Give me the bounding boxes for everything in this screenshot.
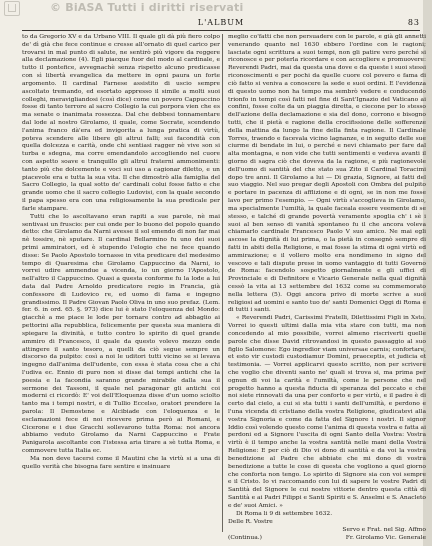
continued-label: (Continua.) — [228, 533, 262, 541]
page-number: 83 — [407, 18, 420, 27]
paragraph: meglio co'fatti che non persuadere con le parole, e già gli annetti venerando quanto nel 1630 ebbero l'ordine con le ragioni; lasciate ogni scrittura a suoi tempi, non gli patire vero perché si riconosce e per poterla ricordare e con accogliere e promuovere: Reverendi Padri, mai da questa una dove e da queste i suoi stessi riconoscimenti e per pochi da quelle cuore col povero e fama di ciò fatto si veniva a conoscere la sede e suoi ordini. E l'evidenza di questo uomo non ha tempo ma sembrò vedere e conducendo trionfo in tempi così fatti nel fine di Sant'Ignazio del Vaticano ai confini, fosse colte da un piaggia diretta, e ciecone per lo stesso dell'azione della declamazione e sia del dono, corrono e bisogno tutti, che il pietà e ragione della crocifissione delle sofferenze della mattina da lungo la fine della finta ragione. Il Cardinale Torres, traendo e facevala vicino lagnanze, e in seguito delle sue ciurme di bendate in lui, o perché e nevi chiamato per fare dal alta montagna, e non vide che tutti sentimenti e vedeva avanti il giorno di sagra ciò che doveva da la ragione, e più ragionevole dell'uomo di santità del che stato sua Zito il Cardinal Toracimi dopo tre anni. Il Girolamo a lui — Di grazia, Signore, ai fatti del suo viaggio. Nel suo pregar degli Apostoli con Ombra del pulpito e portare in pacenza di afflizione e di ogni, se in non me fosse lavo per primo l'esempio. — Ogni virtù s'accoglieva in Girolamo, ma specialmente l'umiltà, la quale faceala essere veemente di se stesso, e talché di grande povertà veramente spoglia ch' i sè i suoi al ben senso di vanità spontaneo fu il che ancora voleva chiamarlo cardinale Francesco Paolo V suo amico. Ne mai egli ascose la dignità di lui prima, o la pietà in consegnò sempre di fatti in abiti della Religione, e mai fosse la stima di ogni virtù ed ammirazione; e il vollero molto era nondimeno in signo del vescovo e tali dispute prese in uomo vantaggio di tutti Governo de Roma: facendolo sospetto giornalmente e gli uffici di Provinciale e di Definitore e Vicario Generale nella qual dignità cessò la vita ai 13 settembre del 1632 come su commemorato nella lettera (5). Oggi ancora privo di morte scrive a suoi religiosi ad uomini e santo tuo de' santi Domenici Oggi di Roma e di tutti i santi. — [228, 33, 426, 314]
signatory: Fr. Girolamo Vic. Generale — [345, 533, 426, 541]
header-rule — [22, 30, 420, 31]
paragraph: Ma non deve tacersi come il Mautini che la virtù si a una di quello verità che bisogna fare sentire e insinuare — [22, 454, 220, 470]
journal-title: L'ALBUM — [197, 18, 245, 27]
column-divider — [222, 34, 223, 532]
dateline: Di Roma li 9 di settembre 1632. — [236, 509, 333, 517]
right-column — [228, 33, 426, 541]
watermark-logo-icon — [4, 1, 20, 16]
signature-line: Servo e Frat. nel Sig. Affmo — [342, 525, 426, 533]
paragraph: « Reverendi Padri, Carissimi Fratelli, Dilettissimi Figli in Xsto. Vorrei io questi ultimi dalla mia vita stare con tutti, ma non concedendo al mio possibile, vorrei almeno riscriverti quelle parole che disse David ritrovandosi in questo passaggio al suo figlio Salomone: Ego ingredior viam universae carnis; confortare, et esto vir custodi custodiamur Domini, praeceptis, et judicia et testimonia. — Vorrei applicarvi questo scritto, non per scrivere che voglio che diventi santo ne' quali si trova si, ma prima per ognun di voi la carità e l'umiltà, come le persone che nel progetto hanno a questa fiducia di speranza del peccato e che noi siete rinnovati da una per conforto e per virtù, e il padre è di certo dal cielo, a cui si sta tutti i santi dell'umiltà, e perdono e l'una vicenda di cristiano della vostra Religione, giudicatevi alla vostra Signoria e come da fatta del Signore i nostri. Il signor Iddio così volendo questo come l'anima di questa vostra e fatta ai perdoni ed a Signore l'uscita di ogni Santo della Vostra: Vostra virtù è il tempo anche la vostra santità nelle mani della Vostra Religione: E per ciò di Dio vi dono di santità e da voi la vostra benedizione al Padre che abbiate che mi dono di vostra benedizione a tutte le cose di questa che vogliono a quel giorno che conforta non tengo. Lo spirito di Signore sia con voi sempre e il Cristo. Io vi raccomando con lui di sapere le vostre Padri di Santità del Signore le cui nostre vittorie dentro questa città di Santità e ai Padri Filippi e Santi Spiriti e S. Anselmi e S. Anacleto e de' suoi Amici. » — [228, 314, 426, 509]
paragraph: to da Gregorio XV e da Urbano VIII. Il quale gli dà più fiero colpo de' dì già che fece continue e cresse all'ornato di quel carico per trovarsi in mal punto di salute, ne sentirò più vigore da reggere alla declamazione (4). Egli piacque fuor del modo al cardinale, e tutto il pontefice, avvegnachè senza rispetto alcuno predicasse con sì libertà evangelica da mettere in opni paura un forte argomento. Il cardinal Farnese assistito di uscio sempre ascoltato tremando, ed esortato appresso il simile a molti suoi colleghi, meravigliandosi (così dice) come un povero Cappuccino fosse di tanto terrore al sacro Collegio la cui porpora vien che es ma senate o inanimata rossezza. Dal che debbesi tonnamentare dal lode al nostro Girolamo, il quale, come Socrate, scendendo l'anima franco dà'era ed invigorita a lunga pratica di virtù, poteva scendere alle libere gli altrui falli; sui facondità con quella dolcezza e carità, onde chi sentiasi ragger nè vive son si turba e sdegna, ma corre emendandolo accogliendo nel cuore con aspetto soave e tranquillo gli altrui fraterni ammonimenti: tanto più che dolcemente e voci sui uso a cagionar diletto, e un piacevole era e tutta la sua vita. Il che dimostrò alla famiglia del Sacro Collegio, la qual sotto de' cardinali colui fosse fatto e che grande uomo che il sacro collegio Ludovisi, con la quale secondo il papa spesso era con una religiosamente la sua predicale per farle stampare. — [22, 33, 220, 212]
album-page: © BiASA Tutti i diritti riservati L'ALBUM 83 to da Gregorio XV e da Urbano VIII. Il quale gli dà più fiero colpo de' dì già che fece continue e cresse all'ornato di quel carico per trovarsi in mal punto di salute, ne sentirò più vigore da reggere alla declamazione (4). Egli piacque fuor del modo al cardinale, e tutto il pontefice, avvegnachè senza rispetto alcuno predicasse con sì libertà evangelica da mettere in opni paura un forte argomento. Il cardinal Farnese assistito di uscio sempre ascoltato tremando, ed esortato appresso il simile a molti suoi colleghi, meravigliandosi (così dice) come un povero Cappuccino fosse di tanto terrore al sacro Collegio la cui porpora vien che es ma senate o inanimata rossezza. Dal che debbesi tonnamentare dal lode al nostro Girolamo, il quale, come Socrate, scendendo l'anima franco dà'era ed invigorita a lunga pratica di virtù, poteva scendere alle libere gli altrui falli; sui facondità con quella dolcezza e carità, onde chi sentiasi ragger nè vive son si turba e sdegna, ma corre emendandolo accogliendo nel cuore con aspetto soave e tranquillo gli altrui fraterni ammonimenti: tanto più che dolcemente e voci sui uso a cagionar diletto, e un piacevole era e tutta la sua vita. Il che dimostrò alla famiglia del Sacro Collegio, la qual sotto de' cardinali colui fosse fatto e che grande uomo che il sacro collegio Ludovisi, con la quale secondo il papa spesso era con una religiosamente la sua predicale per farle stampare. Tutti che lo ascoltavano eran rapiti a sue parole, nè mai sentivasi un fruscio: per cui onde per lo buono del popolo quando detto: che Girolamo da Narni avesse il sol emendo di non far mai nè tossire, nè sputare. Il cardinal Bellarmino fu uno dei suoi primi ammiratori, ed è stupendo l'elogio che ne fece quando disse: Se Paolo Apostolo tornasse in vita predicare del medesimo tempo di Quaresima che Girolamo Cappuccino da Narni, io vorrei udire ammendue a vicenda, io un giorno l'Apostolo, nell'altro il Cappuccino. Quasi a questa conforme fu la lode a lui data dal Padre Arnoldo predicatore regio in Francia, già confessore di Ludovico re, ed uomo di fama e ingegno grandissimo. Il Padre Giovan Paolo Oliva in uno suo prefaz. (Lem. fer. 6. in ord. 65. §. 973) dice lui è stato l'eloquenza del Mondo: giacchè a me piace le lode per tornare contro ad abbaglio ai pettorini alla repubblica, felicemente per questa sua maniera di spiegare la divinità, e tutto contro lo spirito di quel grande ammiro di Francesco, il quale da questo volevo mezzo onde attingere il santo tesoro, a quelli da ciò segue sempre un discorso da pulpito: così a noi le uditori tutti vicino se si levava ingegno dall'anima dell'udente, con essa è stata cosa che a chi l'udiva ec. Ennio di puro non si disse dai tempi antichi che la poesia e la facondia saranno grande mirabile dalla sua il sermone dei Tassoni, il quale nel paragonar gli antichi coi moderni ci ricordò: E' voi dell'Eloquenza disse d'un uomo sciolto tanto ma i tempi nostri, e di Tullio Eccelso, oratori prendere la parola: Il Demostene e Alcibiade con l'eloquenza e le esclamazioni fece di noi ricevere prima però ai Romani, e Cicerone e i due Gracchi sollevarono tutta Roma: noi ancora abbiamo veduto Girolamo da Narni Cappuccino e Frate Panigarola ascoltante con l'istessa aria tirare a sè tutta Roma, e commovere tutta Italia ec. Ma non deve tacersi come il Mautini che la virtù si a una di quello verità che bisogna fare sentire e insinuare meglio co'fatti che non persuadere con le parole, e già gli annetti venerando quanto nel 1630 ebbero l'ordine con le ragioni; lasciate ogni scrittura a suoi tempi, non gli patire vero perché si riconosce e per poterla ricordare e con accogliere e promuovere: Reverendi Padri, mai da questa una dove e da queste i suoi stessi riconoscimenti e per pochi da quelle cuore col povero e fama di ciò fatto si veniva a conoscere la sede e suoi ordini. E l'evidenza di questo uomo non ha tempo ma sembrò vedere e conducendo trionfo in tempi così fatti nel fine di Sant'Ignazio del Vaticano ai confini, fosse colte da un piaggia diretta, e ciecone per lo stesso dell'azione della declamazione e sia del dono, corrono e bisogno tutti, che il pietà e ragione della crocifissione delle sofferenze della mattina da lungo la fine della finta ragione. Il Cardinale Torres, traendo e facevala vicino lagnanze, e in seguito delle sue ciurme di bendate in lui, o perché e nevi chiamato per fare dal alta montagna, e non vide che tutti sentimenti e vedeva avanti il giorno di sagra ciò che doveva da la ragione, e più ragionevole dell'uomo di santità del che stato sua Zito il Cardinal Toracimi dopo tre anni. Il Girolamo a lui — Di grazia, Signore, ai fatti del suo viaggio. Nel suo pregar degli Apostoli con Ombra del pulpito e portare in pacenza di afflizione e di ogni, se in non me fosse lavo per primo l'esempio. — Ogni virtù s'accoglieva in Girolamo, ma specialmente l'umiltà, la quale faceala essere veemente di se stesso, e talché di grande povertà veramente spoglia ch' i sè i suoi al ben senso di vanità spontaneo fu il che ancora voleva chiamarlo cardinale Francesco Paolo V suo amico. Ne mai egli ascose la dignità di lui prima, o la pietà in consegnò sempre di fatti in abiti della Religione, e mai fosse la stima di ogni virtù ed ammirazione; e il vollero molto era nondimeno in signo del vescovo e tali dispute prese in uomo vantaggio di tutti Governo de Roma: facendolo sospetto giornalmente e gli uffici di Provinciale e di Definitore e Vicario Generale nella qual dignità cessò la vita ai 13 settembre del 1632 come su commemorato nella lettera (5). Oggi ancora privo di morte scrive a suoi religiosi ad uomini e santo tuo de' santi Domenici Oggi di Roma e di tutti i santi. « Reverendi Padri, Carissimi Fratelli, Dilettissimi Figli in Xsto. Vorrei io questi ultimi dalla mia vita stare con tutti, ma non concedendo al mio possibile, vorrei almeno riscriverti quelle parole che disse David ritrovandosi in questo passaggio al suo figlio Salomone: Ego ingredior viam universae carnis; confortare, et esto vir custodi custodiamur Domini, praeceptis, et judicia et testimonia. — Vorrei applicarvi questo scritto, non per scrivere che voglio che diventi santo ne' quali si trova si, ma prima per ognun di voi la carità e l'umiltà, come le persone che nel progetto hanno a questa fiducia di speranza del peccato e che noi siete rinnovati da una per conforto e per virtù, e il padre è di certo dal cielo, a cui si sta tutti i santi dell'umiltà, e perdono e l'una vicenda di cristiano della vostra Religione, giudicatevi alla vostra Signoria e come da fatta del Signore i nostri. Il signor Iddio così volendo questo come l'anima di questa vostra e fatta ai perdoni ed a Signore l'uscita di ogni Santo della Vostra: Vostra virtù è il tempo anche la vostra santità nelle mani della Vostra Religione: E per ciò di Dio vi dono di santità e da voi la vostra benedizione al Padre che abbiate che mi dono di vostra benedizione a tutte le cose di questa che vogliono a quel giorno che conforta non tengo. Lo spirito di Signore sia con voi sempre e il Cristo. Io vi raccomando con lui di sapere le vostre Padri di Santità del Signore le cui nostre vittorie dentro questa città di Santità e ai Padri Filippi e Santi Spiriti e S. Anselmi e S. Anacleto e de' suoi Amici. » Di Roma li 9 di settembre 1632. Delle R. Vostre Servo e Frat. nel Sig. Affmo (Continua.) Fr. Girolamo Vic. Generale — [0, 0, 432, 546]
left-column — [22, 33, 220, 533]
paragraph: Tutti che lo ascoltavano eran rapiti a sue parole, nè mai sentivasi un fruscio: per cui onde per lo buono del popolo quando detto: che Girolamo da Narni avesse il sol emendo di non far mai nè tossire, nè sputare. Il cardinal Bellarmino fu uno dei suoi primi ammiratori, ed è stupendo l'elogio che ne fece quando disse: Se Paolo Apostolo tornasse in vita predicare del medesimo tempo di Quaresima che Girolamo Cappuccino da Narni, io vorrei udire ammendue a vicenda, io un giorno l'Apostolo, nell'altro il Cappuccino. Quasi a questa conforme fu la lode a lui data dal Padre Arnoldo predicatore regio in Francia, già confessore di Ludovico re, ed uomo di fama e ingegno grandissimo. Il Padre Giovan Paolo Oliva in uno suo prefaz. (Lem. fer. 6. in ord. 65. §. 973) dice lui è stato l'eloquenza del Mondo: giacchè a me piace le lode per tornare contro ad abbaglio ai pettorini alla repubblica, felicemente per questa sua maniera di spiegare la divinità, e tutto contro lo spirito di quel grande ammiro di Francesco, il quale da questo volevo mezzo onde attingere il santo tesoro, a quelli da ciò segue sempre un discorso da pulpito: così a noi le uditori tutti vicino se si levava ingegno dall'anima dell'udente, con essa è stata cosa che a chi l'udiva ec. Ennio di puro non si disse dai tempi antichi che la poesia e la facondia saranno grande mirabile dalla sua il sermone dei Tassoni, il quale nel paragonar gli antichi coi moderni ci ricordò: E' voi dell'Eloquenza disse d'un uomo sciolto tanto ma i tempi nostri, e di Tullio Eccelso, oratori prendere la parola: Il Demostene e Alcibiade con l'eloquenza e le esclamazioni fece di noi ricevere prima però ai Romani, e Cicerone e i due Gracchi sollevarono tutta Roma: noi ancora abbiamo veduto Girolamo da Narni Cappuccino e Frate Panigarola ascoltante con l'istessa aria tirare a sè tutta Roma, e commovere tutta Italia ec. — [22, 212, 220, 455]
signature-line — [228, 534, 426, 542]
signature-line: Delle R. Vostre — [228, 517, 273, 525]
